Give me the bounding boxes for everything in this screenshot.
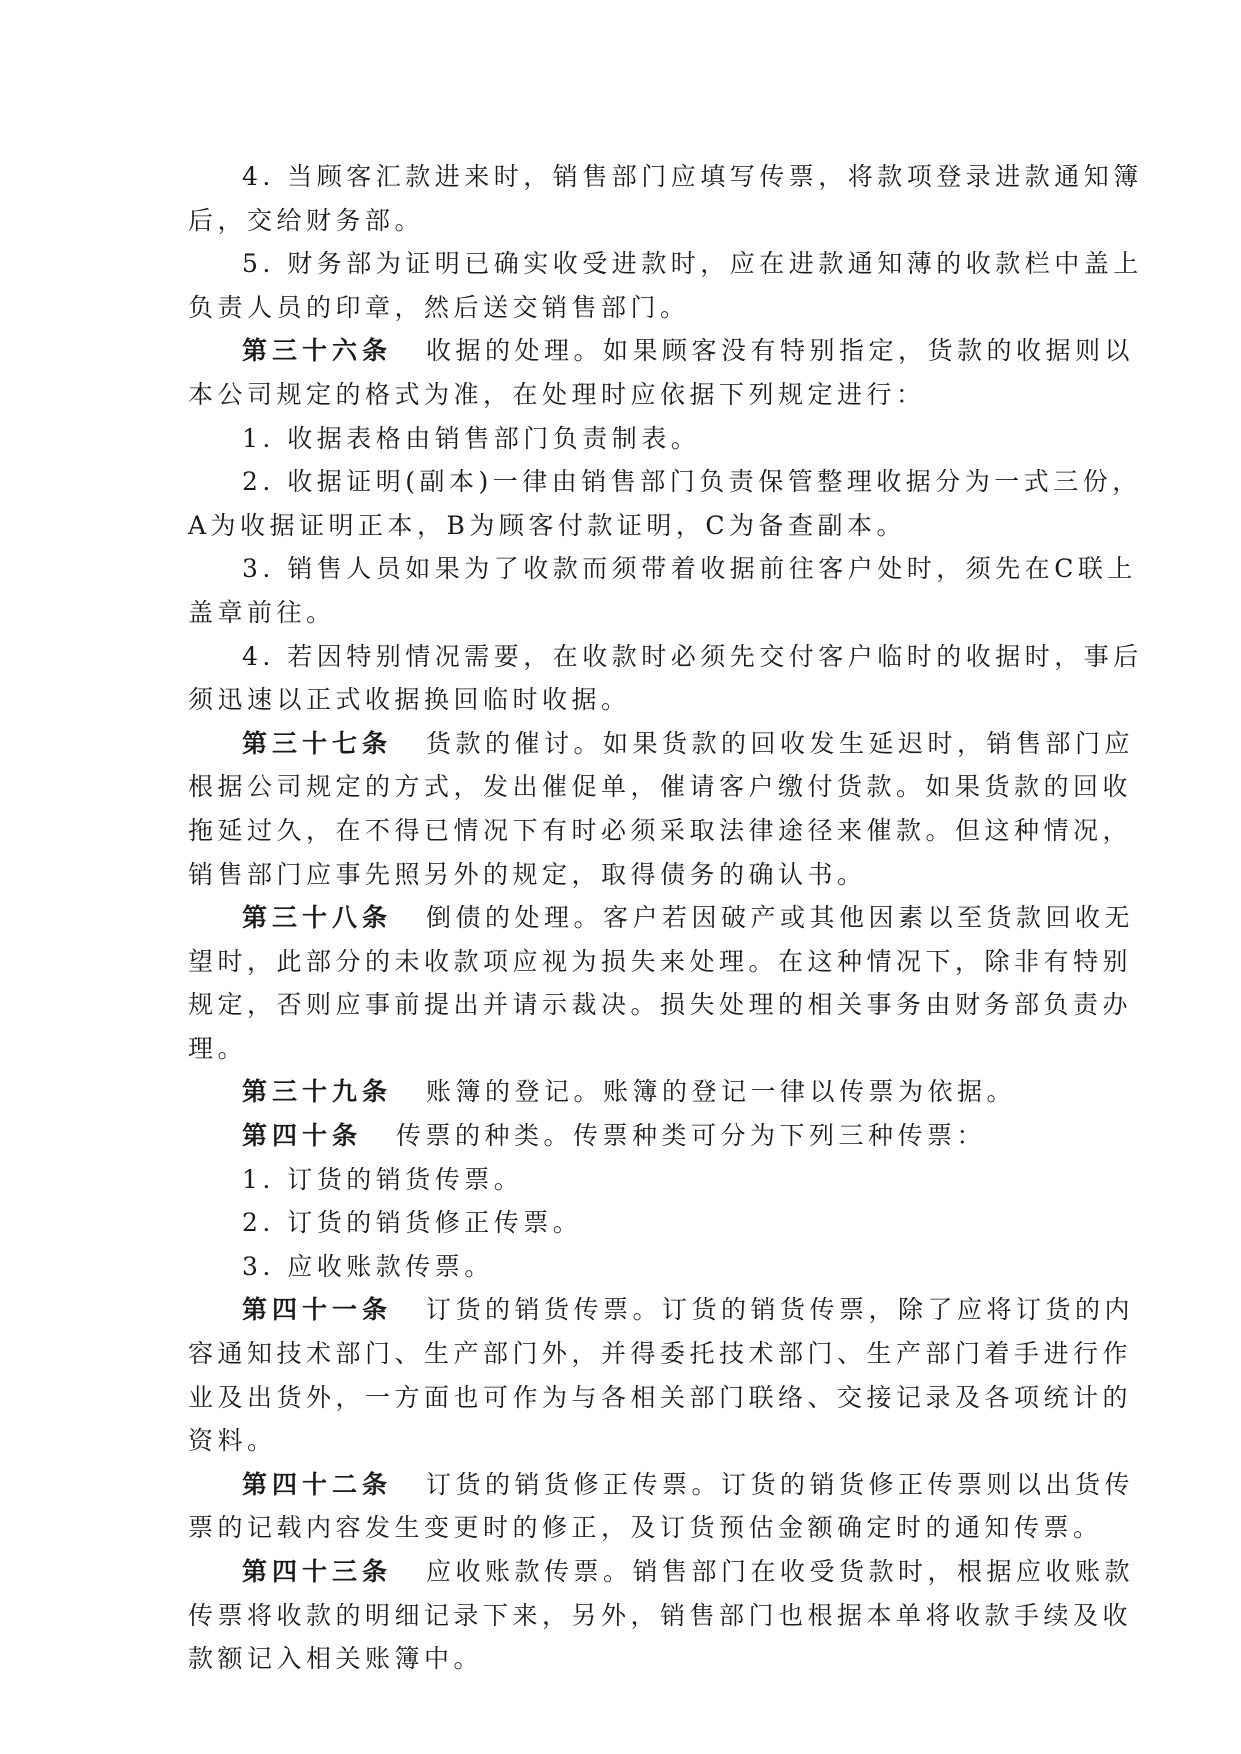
paragraph-line: 本公司规定的格式为准，在处理时应依据下列规定进行：: [188, 379, 926, 409]
paragraph-line: 订货的销货修正传票。订货的销货修正传票则以出货传: [426, 1469, 1135, 1499]
paragraph-line: 账簿的登记。账簿的登记一律以传票为依据。: [426, 1077, 1017, 1107]
paragraph-line: 4. 当顾客汇款进来时，销售部门应填写传票，将款项登录进款通知簿: [242, 162, 1143, 191]
article-paragraph: [188, 1114, 1048, 1158]
paragraph-line: 传票的种类。传票种类可分为下列三种传票：: [396, 1121, 987, 1151]
document-page: [188, 155, 1143, 1681]
article-paragraph: [188, 896, 1135, 1070]
paragraph-line: 望时，此部分的未收款项应视为损失来处理。在这种情况下，除非有特别: [188, 946, 1133, 976]
paragraph-line: 销售部门应事先照另外的规定，取得债务的确认书。: [188, 859, 867, 889]
paragraph-line: 2. 收据证明(副本)一律由销售部门负责保管整理收据分为一式三份，: [242, 467, 1142, 497]
paragraph-line: 业及出货外，一方面也可作为与各相关部门联络、交接记录及各项统计的: [188, 1382, 1133, 1412]
paragraph-line: 货款的催讨。如果货款的回收发生延迟时，销售部门应: [426, 728, 1135, 758]
article-paragraph: [188, 722, 1135, 896]
paragraph-line: 1. 订货的销货传票。: [242, 1164, 524, 1194]
paragraph-line: A为收据证明正本，B为顾客付款证明，C为备查副本。: [188, 510, 907, 540]
paragraph-line: 理。: [188, 1033, 248, 1063]
article-paragraph: [188, 1550, 1135, 1681]
article-heading: 第四十二条: [242, 1469, 393, 1499]
article-heading: 第四十一条: [242, 1295, 393, 1325]
article-heading: 第三十六条: [242, 336, 393, 366]
paragraph-line: 盖章前往。: [188, 597, 336, 627]
article-paragraph: [188, 1288, 1135, 1462]
paragraph-line: 5. 财务部为证明已确实收受进款时，应在进款通知薄的收款栏中盖上: [242, 249, 1143, 279]
paragraph-line: 倒债的处理。客户若因破产或其他因素以至货款回收无: [426, 903, 1135, 933]
paragraph-line: 票的记载内容发生变更时的修正，及订货预估金额确定时的通知传票。: [188, 1513, 1103, 1543]
paragraph-line: 4. 若因特别情况需要，在收款时必须先交付客户临时的收据时，事后: [242, 641, 1143, 671]
article-heading: 第三十七条: [242, 728, 393, 758]
paragraph-line: 3. 销售人员如果为了收款而须带着收据前往客户处时，须先在C联上: [242, 554, 1137, 584]
paragraph: [188, 547, 1137, 634]
paragraph-line: 款额记入相关账簿中。: [188, 1644, 484, 1674]
paragraph-line: 3. 应收账款传票。: [242, 1251, 494, 1281]
paragraph-line: 根据公司规定的方式，发出催促单，催请客户缴付货款。如果货款的回收: [188, 772, 1133, 802]
paragraph: [188, 417, 1048, 461]
article-paragraph: [188, 1463, 1135, 1550]
paragraph-line: 后，交给财务部。: [188, 205, 425, 235]
article-heading: 第三十九条: [242, 1077, 393, 1107]
article-heading: 第四十三条: [242, 1557, 393, 1586]
paragraph-line: 须迅速以正式收据换回临时收据。: [188, 685, 631, 715]
paragraph: [188, 635, 1143, 722]
paragraph-line: 1. 收据表格由销售部门负责制表。: [242, 423, 701, 453]
paragraph-line: 2. 订货的销货修正传票。: [242, 1208, 583, 1238]
article-paragraph: [188, 329, 1135, 416]
paragraph: [188, 242, 1143, 329]
paragraph-line: 应收账款传票。销售部门在收受货款时，根据应收账款: [426, 1557, 1135, 1586]
paragraph-line: 规定，否则应事前提出并请示裁决。损失处理的相关事务由财务部负责办: [188, 990, 1133, 1020]
paragraph-line: 负责人员的印章，然后送交销售部门。: [188, 292, 690, 322]
paragraph-line: 传票将收款的明细记录下来，另外，销售部门也根据本单将收款手续及收: [188, 1600, 1133, 1630]
paragraph-line: 容通知技术部门、生产部门外，并得委托技术部门、生产部门着手进行作: [188, 1339, 1133, 1369]
paragraph: [188, 1201, 1048, 1245]
paragraph-line: 资料。: [188, 1426, 277, 1456]
paragraph: [188, 460, 1142, 547]
article-heading: 第四十条: [242, 1121, 363, 1151]
paragraph: [188, 1158, 1048, 1202]
paragraph-line: 订货的销货传票。订货的销货传票，除了应将订货的内: [426, 1295, 1135, 1325]
paragraph: [188, 155, 1143, 242]
paragraph: [188, 1245, 1048, 1289]
article-heading: 第三十八条: [242, 903, 393, 933]
paragraph-line: 拖延过久，在不得已情况下有时必须采取法律途径来催款。但这种情况，: [188, 815, 1133, 845]
paragraph-line: 收据的处理。如果顾客没有特别指定，货款的收据则以: [426, 336, 1135, 366]
article-paragraph: [188, 1070, 1048, 1114]
